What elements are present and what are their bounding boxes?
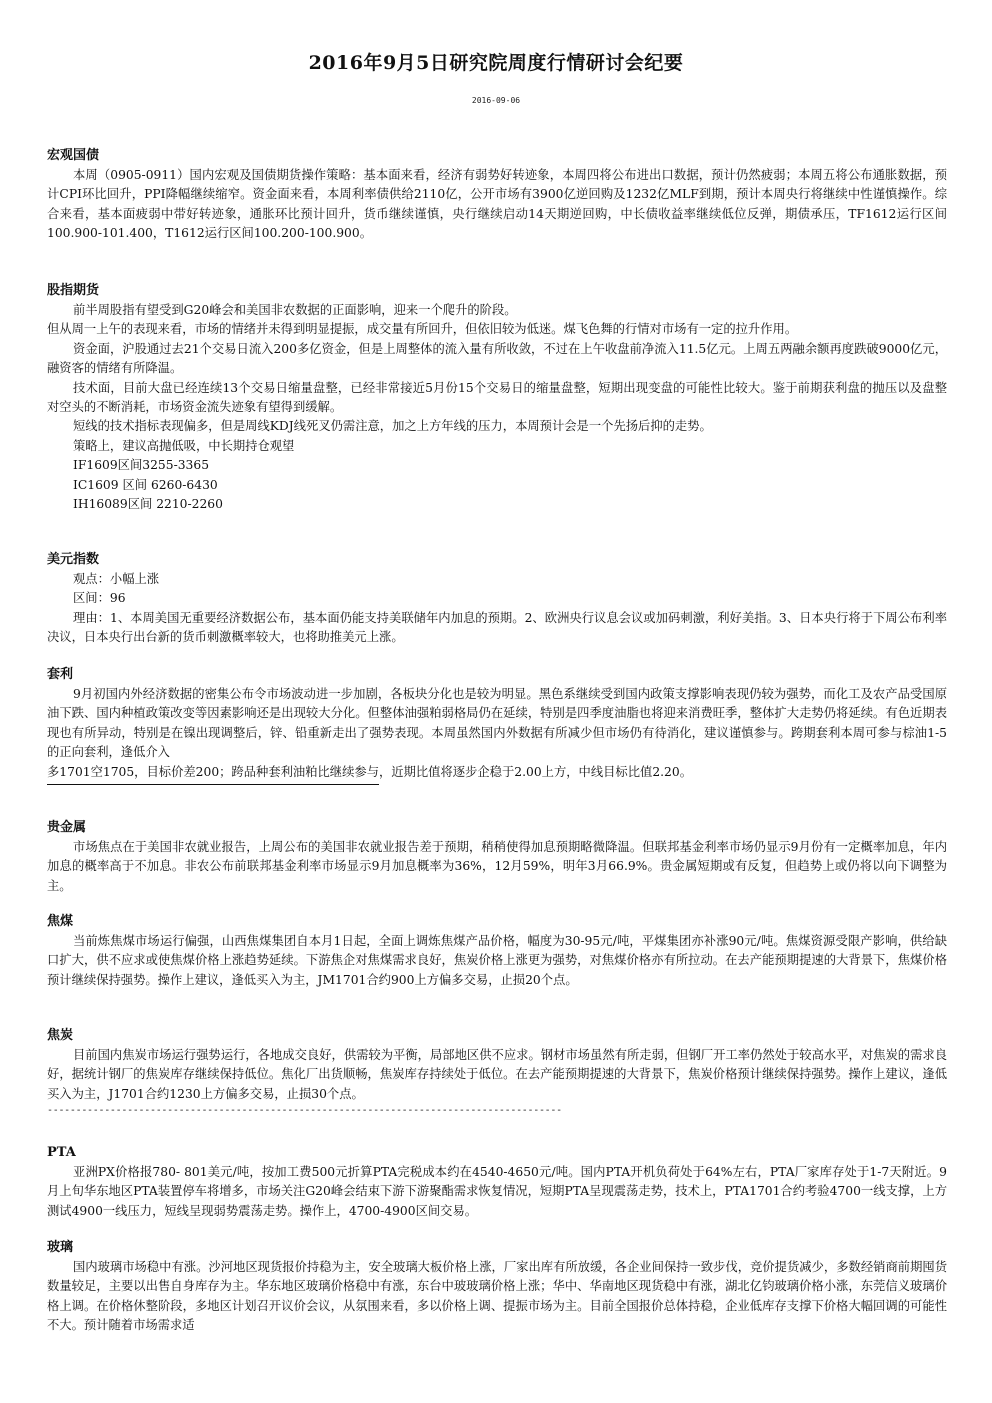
range-line-ic: IC1609 区间 6260-6430 [73,477,218,492]
view-line: 观点：小幅上涨 [73,572,160,586]
paragraph: 本周（0905-0911）国内宏观及国债期货操作策略：基本面来看，经济有弱势好转迹象，本周四将公布进出口数据，预计仍然疲弱；本周五将公布通胀数据，预计CPI环比回升，PPI降幅继续缩窄。资金面来看，本周利率债供给2110亿，公开市场有3900亿逆回购及1232亿MLF到期，预计本周央行将继续中性谨慎操作。综合来看，基本面疲弱中带好转迹象，通胀环比预计回升，货币继续谨慎，央行继续启动14天期逆回购，中长债收益率继续低位反弹，期债承压，TF1612运行区间100.900-101.400，T1612运行区间100.200-100.900。 [47,168,947,241]
paragraph: 前半周股指有望受到G20峰会和美国非农数据的正面影响，迎来一个爬升的阶段。 [73,303,517,317]
section-heading: 焦煤 [47,914,74,929]
section-macro-bonds [47,146,947,244]
paragraph: 短线的技术指标表现偏多，但是周线KDJ线死叉仍需注意，加之上方年线的压力，本周预计会是一个先扬后抑的走势。 [73,419,712,434]
section-heading: PTA [47,1145,76,1160]
paragraph: 多1701空1705，目标价差200；跨品种套利油粕比继续参与，近期比值将逐步企稳于2.00上方，中线目标比值2.20。 [47,764,692,779]
section-coking-coal [47,912,947,990]
divider-line [47,784,379,785]
section-heading: 宏观国债 [47,148,100,163]
paragraph: 当前炼焦煤市场运行偏强，山西焦煤集团自本月1日起，全面上调炼焦煤产品价格，幅度为30-95元/吨，平煤集团亦补涨90元/吨。焦煤资源受限产影响，供给缺口扩大，供不应求或使焦煤价格上涨趋势延续。下游焦企对焦煤需求良好，焦炭价格上涨更为强势，对焦煤价格亦有所拉动。在去产能预期提速的大背景下，焦煤价格预计继续保持强势。操作上建议，逢低买入为主，JM1701合约900上方偏多交易，止损20个点。 [47,934,947,987]
section-precious-metals [47,818,947,896]
section-arbitrage [47,665,947,785]
paragraph: 亚洲PX价格报780- 801美元/吨，按加工费500元折算PTA完税成本约在4540-4650元/吨。国内PTA开机负荷处于64%左右，PTA厂家库存处于1-7天附近。9月上旬华东地区PTA装置停车将增多，市场关注G20峰会结束下游下游聚酯需求恢复情况，短期PTA呈现震荡走势，技术上，PTA1701合约考验4700一线支撑，上方测试4900一线压力，短线呈现弱势震荡走势。操作上，4700-4900区间交易。 [47,1165,947,1218]
paragraph: 市场焦点在于美国非农就业报告，上周公布的美国非农就业报告差于预期，稍稍使得加息预期略微降温。但联邦基金利率市场仍显示9月份有一定概率加息，年内加息的概率高于不加息。非农公布前联邦基金利率市场显示9月加息概率为36%，12月59%，明年3月66.9%。贵金属短期或有反复，但趋势上或仍将以向下调整为主。 [47,840,947,893]
section-heading: 贵金属 [47,820,87,835]
paragraph: 9月初国内外经济数据的密集公布令市场波动进一步加剧，各板块分化也是较为明显。黑色系继续受到国内政策支撑影响表现仍较为强势，而化工及农产品受国原油下跌、国内种植政策改变等因素影响还是出现较大分化。但整体油强粕弱格局仍在延续，特别是四季度油脂也将迎来消费旺季，整体扩大走势仍将延续。有色近期表现也有所异动，特别是在镍出现调整后，锌、铅重新走出了强势表现。本周虽然国内外数据有所减少但市场仍有待消化，建议谨慎参与。跨期套利本周可参与棕油1-5的正向套利，逢低介入 [47,687,947,760]
range-line: 区间：96 [73,591,126,606]
paragraph: 技术面，目前大盘已经连续13个交易日缩量盘整，已经非常接近5月份15个交易日的缩量盘整，短期出现变盘的可能性比较大。鉴于前期获利盘的抛压以及盘整对空头的不断消耗，市场资金流失迹象有望得到缓解。 [47,380,947,415]
document-date: 2016-09-06 [471,96,521,105]
dashed-divider: ------------------------------------------------------------------------------------------ [47,1105,562,1117]
paragraph: 国内玻璃市场稳中有涨。沙河地区现货报价持稳为主，安全玻璃大板价格上涨，厂家出库有所放缓，各企业间保持一致步伐，竞价提货减少，多数经销商前期囤货数量较足，主要以出售自身库存为主。华东地区玻璃价格稳中有涨，东台中玻玻璃价格上涨；华中、华南地区现货稳中有涨，湖北亿钧玻璃价格小涨，东莞信义玻璃价格上调。在价格休整阶段，多地区计划召开议价会议，从氛围来看，多以价格上调、提振市场为主。目前全国报价总体持稳，企业低库存支撑下价格大幅回调的可能性不大。预计随着市场需求适 [47,1260,947,1333]
section-index-futures [47,281,947,514]
paragraph: 目前国内焦炭市场运行强势运行，各地成交良好，供需较为平衡，局部地区供不应求。钢材市场虽然有所走弱，但钢厂开工率仍然处于较高水平，对焦炭的需求良好，据统计钢厂的焦炭库存继续保持低位。焦化厂出货顺畅，焦炭库存持续处于低位。在去产能预期提速的大背景下，焦炭价格预计继续保持强势。操作上建议，逢低买入为主，J1701合约1230上方偏多交易，止损30个点。 [47,1048,947,1101]
section-coke [47,1026,947,1118]
strategy-line: 策略上，建议高抛低吸，中长期持仓观望 [73,438,295,453]
section-heading: 美元指数 [47,552,100,567]
document-title: 2016年9月5日研究院周度行情研讨会纪要 [308,52,684,74]
section-glass [47,1238,947,1336]
section-heading: 股指期货 [47,283,100,298]
section-pta [47,1143,947,1221]
section-heading: 玻璃 [47,1240,74,1255]
section-usd-index [47,550,947,648]
paragraph: 但从周一上午的表现来看，市场的情绪并未得到明显提振，成交量有所回升，但依旧较为低迷。煤飞色舞的行情对市场有一定的拉升作用。 [47,322,798,337]
range-line-ih: IH16089区间 2210-2260 [73,497,223,512]
section-heading: 套利 [47,667,74,682]
range-line-if: IF1609区间3255-3365 [73,458,210,473]
paragraph: 资金面，沪股通过去21个交易日流入200多亿资金，但是上周整体的流入量有所收敛，不过在上午收盘前净流入11.5亿元。上周五两融余额再度跌破9000亿元，融资客的情绪有所降温。 [47,341,947,376]
section-heading: 焦炭 [47,1028,74,1043]
paragraph: 理由：1、本周美国无重要经济数据公布，基本面仍能支持美联储年内加息的预期。2、欧洲央行议息会议或加码刺激，利好美指。3、日本央行将于下周公布利率决议，日本央行出台新的货币刺激概率较大，也将助推美元上涨。 [47,610,947,645]
